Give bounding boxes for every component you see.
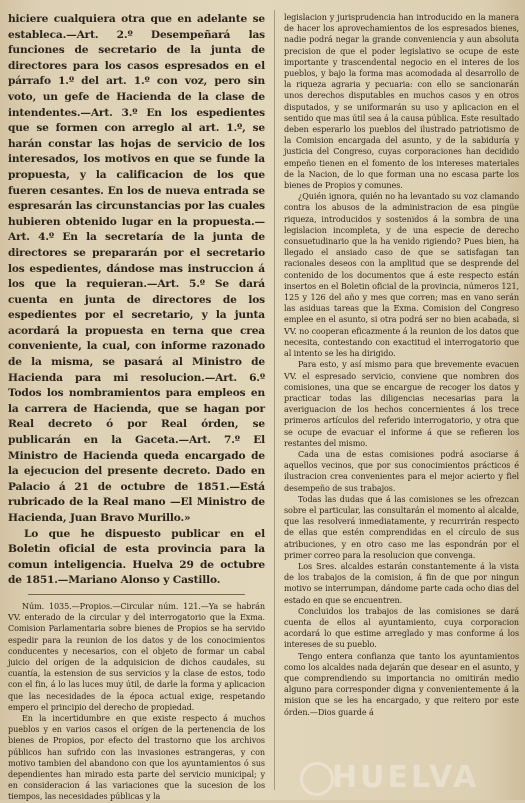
right-paragraph-5: Todas las dudas que á las comisiones se les ofrezcan sobre el particular, las consultarán el momento al alcalde, que las resolverá inmediatamente, y recurrirán respecto de ellas que estén comprendidas en el círculo de sus atribuciones, y en otro caso me las espondrán por el primer correo para la resolucion que convenga. <box>284 493 519 560</box>
right-paragraph-3: Para esto, y así mismo para que brevemente evacuen VV. el espresado servicio, conviene que nombren dos comisiones, una que se encargue de recoger los datos y practicar todas las diligencias necesarias para la averiguacion de los hechos concernientes á los trece primeros artículos del referido interrogatorio, y otra que se ocupe de evacuar el informe á que se refieren los restantes del mismo. <box>284 359 519 448</box>
watermark-logo-icon <box>300 762 334 796</box>
right-column <box>284 12 519 790</box>
right-paragraph-6: Los Sres. alcaldes estarán constantemente á la vista de los trabajos de la comision, á fin de que por ningun motivo se interrumpan, dándome parte cada ocho dias del estado en que se encuentren. <box>284 560 519 605</box>
right-paragraph-7: Concluidos los trabajos de las comisiones se dará cuenta de ellos al ayuntamiento, cuya corporacion acordará lo que estime arreglado y mas conforme á los intereses de su pueblo. <box>284 605 519 650</box>
publication-notice: Lo que he dispuesto publicar en el Boletin oficial de esta provincia para la comun inteligencia. Huelva 29 de octubre de 1851.—Mariano Alonso y Castillo. <box>8 527 265 587</box>
left-column <box>8 12 265 802</box>
circular-paragraph: En la incertidumbre en que existe respecto á muchos pueblos y en varios casos el orígen de la pertenencia de los bienes de Propios, por efecto del trastorno que los archivos públicos han sufrido con las invasiones estrangeras, y con motivo tambien del abandono con que los ayuntamientos ó sus dependientes han mirado esta parte del servicio municipal; y en consideracion á las variaciones que la sucesion de los tiempos, las necesidades públicas y la <box>8 713 265 802</box>
decree-articles: hiciere cualquiera otra que en adelante se estableca.—Art. 2.º Desempeñará las funciones de secretario de la junta de directores para los casos espresados en el párrafo 1.º del art. 1.º con voz, pero sin voto, un gefe de Hacienda de la clase de intendentes.—Art. 3.º En los espedientes que se formen con arreglo al art. 1.º, se harán constar las hojas de servicio de los interesados, los motivos en que se funde la propuesta, y la calificacion de los que fueren cesantes. En los de nueva entrada se espresarán las circunstancias por las cuales hubieren obtenido lugar en la propuesta.—Art. 4.º En la secretaría de la junta de directores se prepararán por el secretario los espedientes, dándose mas instruccion á los que la requieran.—Art. 5.º Se dará cuenta en junta de directores de los espedientes por el secretario, y la junta acordará la propuesta en terna que crea conveniente, la cual, con informe razonado de la misma, se pasará al Ministro de Hacienda para mi resolucion.—Art. 6.º Todos los nombramientos para empleos en la carrera de Hacienda, que se hagan por Real decreto ó por Real órden, se publicarán en la Gaceta.—Art. 7.º El Ministro de Hacienda queda encargado de la ejecucion del presente decreto. Dado en Palacio á 21 de octubre de 1851.—Está rubricado de la Real mano —El Ministro de Hacienda, Juan Bravo Murillo.» <box>8 13 265 524</box>
column-divider <box>274 10 275 790</box>
right-paragraph-2: ¿Quién ignora, quién no ha levantado su voz clamando contra los abusos de la administracion de esa pingüe riqueza, introducidos y sostenidos á la sombra de una legislacion incompleta, y de una especie de derecho consuetudinario que la ha venido rigiendo? Pues bien, ha llegado el ansiado caso de que se satisfagan tan racionales deseos con la amplitud que se desprende del contenido de los documentos que á este respecto están insertos en el Boletin oficial de la provincia, números 121, 125 y 126 del año y mes que corren; mas en vano serán las asiduas tareas que la Exma. Comision del Congreso emplee en el asunto, si otra podrá ser no bien acabada, si VV. no cooperan eficazmente á la reunion de los datos que necesita, contestando con exactitud el interrogatorio que al intento se les ha dirigido. <box>284 191 519 359</box>
right-paragraph-4: Cada una de estas comisiones podrá asociarse á aquellos vecinos, que por sus conocimientos prácticos é ilustracion crea convenientes para el mejor acierto y fiel desempeño de sus trabajos. <box>284 448 519 493</box>
watermark: HUELVA <box>332 760 480 795</box>
right-paragraph-1: legislacion y jurisprudencia han introducido en la manera de hacer los aprovechamientos de los espresados bienes, nadie podrá negar la grande conveniencia y aun absoluta precision de que el poder legislativo se ocupe de este importante y trascendental negocio en el interes de los pueblos, y bajo la forma mas acomodada al desarrollo de la riqueza agraria y pecuaria: con ello se sancionarán unos derechos disputables en muchos casos y en otros disputados, y se uniformarán su uso y aplicacion en el sentido que mas útil sea á la causa pública. Este resultado deben esperarlo los pueblos del ilustrado patriotismo de la Comision encargada del asunto, y de la sabiduría y justicia del Congreso, cuyas corporaciones han decidido empeño tienen en el fomento de los intereses materiales de la Nacion, de lo que forman una no escasa parte los bienes de Propios y comunes. <box>284 12 519 191</box>
circular-intro: Núm. 1035.—Propios.—Circular núm. 121.—Ya se habrán VV. enterado de la circular y del interrogatorio que la Exma. Comision Parlamentaria sobre bienes de Propios se ha servido espedir para la reunion de los datos y de los conocimientos conducentes y necesarios, con el objeto de formar un cabal juicio del orígen de la adquisicion de dichos caudales, su cuantía, la estension de sus servicios y la clase de estos, todo con el fin, á lo las luces muy útil, de darle la forma y aplicacion que las necesidades de la época actual exige, respetando empero el principio del derecho de propiedad. <box>8 600 265 712</box>
section-divider <box>28 594 245 595</box>
right-paragraph-8: Tengo entera confianza que tanto los ayuntamientos como los alcaldes nada dejarán que desear en el asunto, y que comprendiendo su importancia no omitirán medio alguno para corresponder digna y convenientemente á la mision que se les ha encargado, y que reitero por este órden.—Dios guarde á <box>284 650 519 717</box>
